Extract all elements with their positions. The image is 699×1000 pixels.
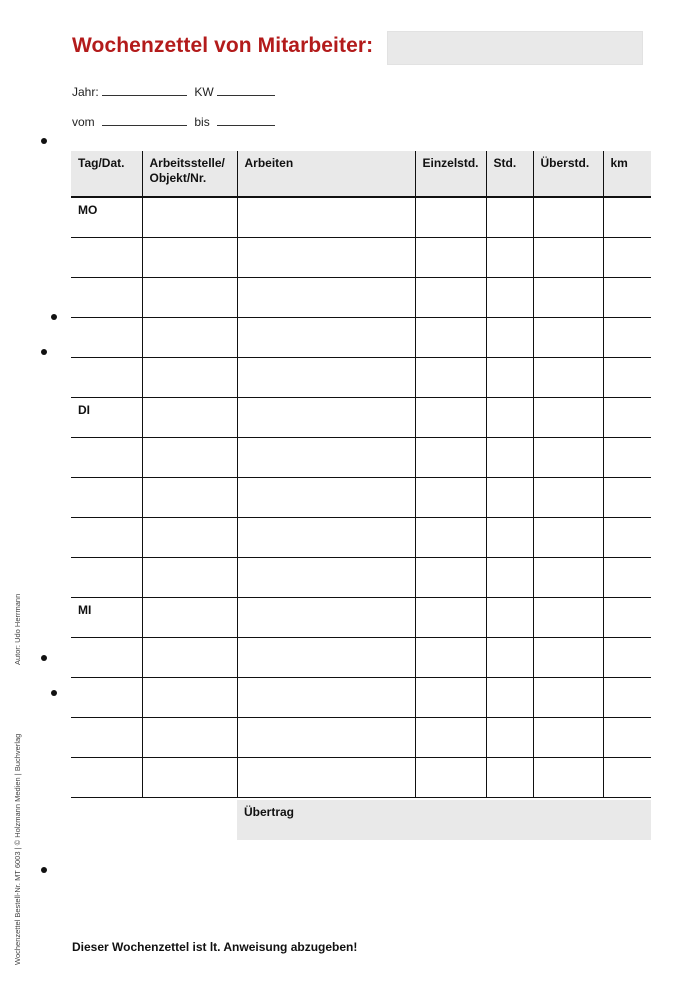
form-title: Wochenzettel von Mitarbeiter: bbox=[72, 34, 374, 57]
imprint-sidebar bbox=[13, 593, 22, 965]
cell-hours[interactable] bbox=[486, 517, 533, 557]
table-row bbox=[71, 757, 651, 797]
from-label: vom bbox=[72, 115, 95, 129]
table-row bbox=[71, 437, 651, 477]
cell-day-date[interactable] bbox=[71, 357, 142, 397]
cell-hours[interactable] bbox=[486, 437, 533, 477]
cell-hours[interactable] bbox=[486, 197, 533, 237]
cell-worksite[interactable] bbox=[142, 477, 237, 517]
cell-km[interactable] bbox=[603, 237, 651, 277]
cell-worksite[interactable] bbox=[142, 237, 237, 277]
year-field[interactable] bbox=[102, 84, 187, 96]
table-row bbox=[71, 637, 651, 677]
to-label: bis bbox=[194, 115, 210, 129]
punch-dot bbox=[41, 655, 47, 661]
cell-tasks[interactable] bbox=[237, 277, 415, 317]
cell-worksite[interactable] bbox=[142, 197, 237, 237]
cell-single-hours[interactable] bbox=[415, 397, 486, 437]
table-row bbox=[71, 677, 651, 717]
cell-worksite[interactable] bbox=[142, 397, 237, 437]
cell-km[interactable] bbox=[603, 397, 651, 437]
cell-hours[interactable] bbox=[486, 677, 533, 717]
cell-tasks[interactable] bbox=[237, 317, 415, 357]
cell-day-date[interactable] bbox=[71, 517, 142, 557]
cell-tasks[interactable] bbox=[237, 557, 415, 597]
cell-day-date[interactable] bbox=[71, 277, 142, 317]
cell-km[interactable] bbox=[603, 437, 651, 477]
table-row bbox=[71, 517, 651, 557]
carryover-row bbox=[237, 800, 651, 840]
cell-overtime[interactable] bbox=[533, 437, 603, 477]
cell-day-date[interactable] bbox=[71, 237, 142, 277]
cell-hours[interactable] bbox=[486, 357, 533, 397]
week-label: KW bbox=[194, 85, 214, 99]
table-row bbox=[71, 717, 651, 757]
cell-tasks[interactable] bbox=[237, 197, 415, 237]
cell-day-date[interactable] bbox=[71, 437, 142, 477]
cell-day-date[interactable] bbox=[71, 317, 142, 357]
cell-day-date[interactable] bbox=[71, 677, 142, 717]
cell-hours[interactable] bbox=[486, 237, 533, 277]
cell-tasks[interactable] bbox=[237, 637, 415, 677]
table-row bbox=[71, 317, 651, 357]
table-row bbox=[71, 477, 651, 517]
cell-tasks[interactable] bbox=[237, 717, 415, 757]
cell-tasks[interactable] bbox=[237, 237, 415, 277]
cell-overtime[interactable] bbox=[533, 557, 603, 597]
cell-tasks[interactable] bbox=[237, 597, 415, 637]
cell-hours[interactable] bbox=[486, 557, 533, 597]
table-row bbox=[71, 357, 651, 397]
cell-single-hours[interactable] bbox=[415, 197, 486, 237]
author-text: Autor: Udo Herrmann bbox=[13, 593, 22, 665]
cell-day-date[interactable]: MO bbox=[71, 197, 142, 237]
cell-worksite[interactable] bbox=[142, 557, 237, 597]
cell-worksite[interactable] bbox=[142, 317, 237, 357]
cell-single-hours[interactable] bbox=[415, 637, 486, 677]
table-row bbox=[71, 197, 651, 237]
submission-note: Dieser Wochenzettel ist lt. Anweisung abzugeben! bbox=[72, 940, 358, 954]
table-row bbox=[71, 397, 651, 437]
header-tasks: Arbeiten bbox=[237, 151, 415, 197]
punch-dot bbox=[51, 690, 57, 696]
cell-day-date[interactable] bbox=[71, 717, 142, 757]
cell-worksite[interactable] bbox=[142, 357, 237, 397]
timesheet-table bbox=[71, 151, 651, 798]
header-worksite: Arbeitsstelle/ Objekt/Nr. bbox=[142, 151, 237, 197]
cell-overtime[interactable] bbox=[533, 517, 603, 557]
week-field[interactable] bbox=[217, 84, 275, 96]
cell-overtime[interactable] bbox=[533, 677, 603, 717]
year-label: Jahr: bbox=[72, 85, 99, 99]
cell-hours[interactable] bbox=[486, 277, 533, 317]
cell-km[interactable] bbox=[603, 597, 651, 637]
cell-day-date[interactable] bbox=[71, 477, 142, 517]
cell-overtime[interactable] bbox=[533, 357, 603, 397]
cell-single-hours[interactable] bbox=[415, 317, 486, 357]
cell-km[interactable] bbox=[603, 717, 651, 757]
punch-dot bbox=[41, 138, 47, 144]
cell-single-hours[interactable] bbox=[415, 237, 486, 277]
cell-tasks[interactable] bbox=[237, 677, 415, 717]
cell-km[interactable] bbox=[603, 357, 651, 397]
table-row bbox=[71, 237, 651, 277]
cell-overtime[interactable] bbox=[533, 637, 603, 677]
punch-dot bbox=[41, 867, 47, 873]
cell-overtime[interactable] bbox=[533, 757, 603, 797]
cell-day-date[interactable] bbox=[71, 637, 142, 677]
cell-hours[interactable] bbox=[486, 637, 533, 677]
cell-day-date[interactable] bbox=[71, 757, 142, 797]
cell-worksite[interactable] bbox=[142, 437, 237, 477]
carryover-label: Übertrag bbox=[244, 805, 295, 819]
date-range-row bbox=[72, 114, 275, 129]
cell-single-hours[interactable] bbox=[415, 437, 486, 477]
cell-overtime[interactable] bbox=[533, 397, 603, 437]
table-header-row bbox=[71, 151, 651, 197]
cell-hours[interactable] bbox=[486, 597, 533, 637]
cell-worksite[interactable] bbox=[142, 757, 237, 797]
cell-hours[interactable] bbox=[486, 397, 533, 437]
punch-dot bbox=[51, 314, 57, 320]
cell-day-date[interactable]: MI bbox=[71, 597, 142, 637]
cell-worksite[interactable] bbox=[142, 717, 237, 757]
cell-day-date[interactable]: DI bbox=[71, 397, 142, 437]
cell-day-date[interactable] bbox=[71, 557, 142, 597]
cell-tasks[interactable] bbox=[237, 357, 415, 397]
cell-km[interactable] bbox=[603, 677, 651, 717]
cell-single-hours[interactable] bbox=[415, 557, 486, 597]
cell-hours[interactable] bbox=[486, 317, 533, 357]
cell-overtime[interactable] bbox=[533, 197, 603, 237]
cell-tasks[interactable] bbox=[237, 477, 415, 517]
cell-km[interactable] bbox=[603, 277, 651, 317]
cell-overtime[interactable] bbox=[533, 477, 603, 517]
cell-km[interactable] bbox=[603, 637, 651, 677]
cell-tasks[interactable] bbox=[237, 437, 415, 477]
cell-worksite[interactable] bbox=[142, 597, 237, 637]
cell-km[interactable] bbox=[603, 317, 651, 357]
cell-single-hours[interactable] bbox=[415, 597, 486, 637]
cell-single-hours[interactable] bbox=[415, 517, 486, 557]
cell-single-hours[interactable] bbox=[415, 717, 486, 757]
header-overtime: Überstd. bbox=[533, 151, 603, 197]
punch-dot bbox=[41, 349, 47, 355]
cell-km[interactable] bbox=[603, 477, 651, 517]
cell-overtime[interactable] bbox=[533, 317, 603, 357]
employee-name-field[interactable] bbox=[387, 31, 643, 65]
cell-worksite[interactable] bbox=[142, 277, 237, 317]
header-day-date: Tag/Dat. bbox=[71, 151, 142, 197]
cell-single-hours[interactable] bbox=[415, 757, 486, 797]
cell-overtime[interactable] bbox=[533, 597, 603, 637]
cell-km[interactable] bbox=[603, 557, 651, 597]
header-km: km bbox=[603, 151, 651, 197]
cell-km[interactable] bbox=[603, 517, 651, 557]
cell-hours[interactable] bbox=[486, 757, 533, 797]
cell-overtime[interactable] bbox=[533, 237, 603, 277]
cell-overtime[interactable] bbox=[533, 277, 603, 317]
header-hours: Std. bbox=[486, 151, 533, 197]
cell-worksite[interactable] bbox=[142, 637, 237, 677]
cell-hours[interactable] bbox=[486, 717, 533, 757]
cell-single-hours[interactable] bbox=[415, 277, 486, 317]
table-row bbox=[71, 597, 651, 637]
table-row bbox=[71, 277, 651, 317]
cell-tasks[interactable] bbox=[237, 517, 415, 557]
table-row bbox=[71, 557, 651, 597]
cell-hours[interactable] bbox=[486, 477, 533, 517]
cell-worksite[interactable] bbox=[142, 517, 237, 557]
from-date-field[interactable] bbox=[102, 114, 187, 126]
imprint-text: Wochenzettel Bestell-Nr. MT 6003 | © Holzmann Medien | Buchverlag bbox=[13, 733, 22, 965]
to-date-field[interactable] bbox=[217, 114, 275, 126]
cell-overtime[interactable] bbox=[533, 717, 603, 757]
cell-tasks[interactable] bbox=[237, 397, 415, 437]
cell-single-hours[interactable] bbox=[415, 677, 486, 717]
cell-single-hours[interactable] bbox=[415, 477, 486, 517]
year-week-row bbox=[72, 84, 275, 99]
cell-tasks[interactable] bbox=[237, 757, 415, 797]
cell-km[interactable] bbox=[603, 197, 651, 237]
header-single-hours: Einzelstd. bbox=[415, 151, 486, 197]
cell-single-hours[interactable] bbox=[415, 357, 486, 397]
cell-worksite[interactable] bbox=[142, 677, 237, 717]
cell-km[interactable] bbox=[603, 757, 651, 797]
